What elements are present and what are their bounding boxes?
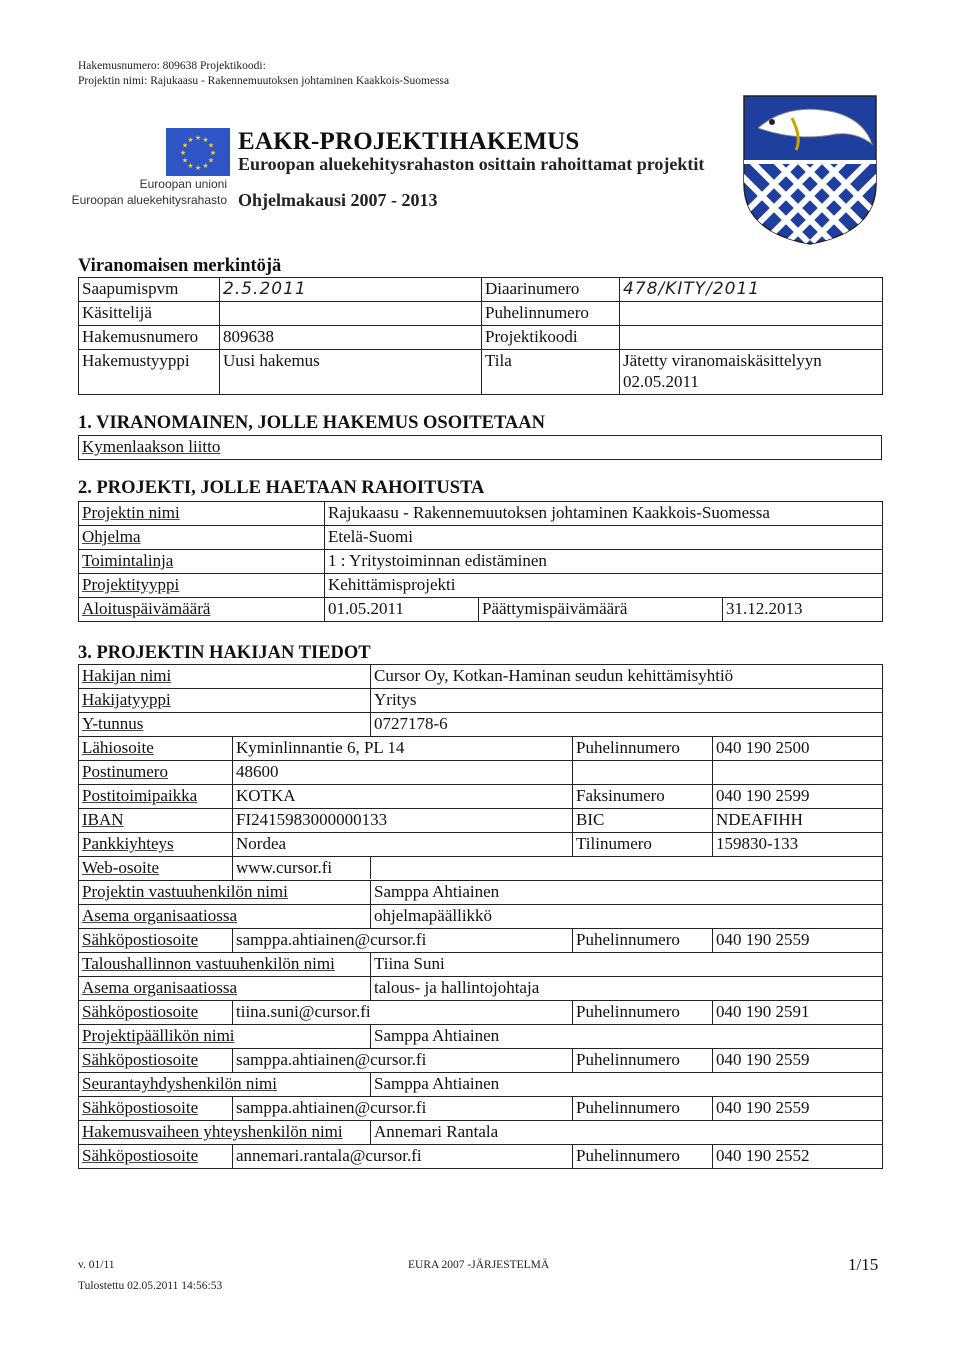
contact-field-label: Faksinumero — [573, 785, 713, 809]
address-field-value: FI2415983000000133 — [233, 809, 573, 833]
application-type-value: Uusi hakemus — [220, 350, 482, 395]
section1-heading: 1. VIRANOMAINEN, JOLLE HAKEMUS OSOITETAAN — [78, 413, 546, 433]
table-row — [79, 574, 883, 598]
table-row — [79, 905, 883, 929]
section3-table — [78, 664, 883, 1169]
applicant-field-value: 0727178-6 — [371, 713, 883, 737]
project-name-label: Projektin nimi — [79, 502, 325, 526]
contact-email-label: Sähköpostiosoite — [79, 1145, 233, 1169]
status-value: Jätetty viranomaiskäsittelyyn 02.05.2011 — [620, 350, 883, 395]
table-row — [79, 278, 883, 302]
eu-star-icon: ★ — [181, 156, 189, 165]
phone-label: Puhelinnumero — [482, 302, 620, 326]
eu-flag-icon — [166, 128, 230, 176]
handler-value — [220, 302, 482, 326]
table-row — [79, 302, 883, 326]
diary-number-label: Diaarinumero — [482, 278, 620, 302]
table-row — [79, 1121, 883, 1145]
section2-heading: 2. PROJEKTI, JOLLE HAETAAN RAHOITUSTA — [78, 478, 485, 498]
authority-name-value: Kymenlaakson liitto — [79, 436, 882, 460]
contact-field-value: 040 190 2599 — [713, 785, 883, 809]
contact-email-value: tiina.suni@cursor.fi — [233, 1001, 573, 1025]
contact-email-value: samppa.ahtiainen@cursor.fi — [233, 1049, 573, 1073]
contact-field-label: Tilinumero — [573, 833, 713, 857]
priority-axis-label: Toimintalinja — [79, 550, 325, 574]
eu-star-icon: ★ — [209, 149, 217, 157]
contact-field-label: Puhelinnumero — [573, 737, 713, 761]
footer-printed: Tulostettu 02.05.2011 14:56:53 — [78, 1280, 223, 1292]
table-row — [79, 350, 883, 395]
contact-phone-value: 040 190 2559 — [713, 929, 883, 953]
contact-email-label: Sähköpostiosoite — [79, 1001, 233, 1025]
contact-email-label: Sähköpostiosoite — [79, 929, 233, 953]
table-row — [79, 1097, 883, 1121]
contact-role-label: Asema organisaatiossa — [79, 977, 371, 1001]
table-row — [79, 526, 883, 550]
application-number-label: Hakemusnumero — [79, 326, 220, 350]
applicant-field-value: Yritys — [371, 689, 883, 713]
table-row — [79, 713, 883, 737]
section3-heading: 3. PROJEKTIN HAKIJAN TIEDOT — [78, 643, 371, 663]
address-field-label: IBAN — [79, 809, 233, 833]
table-row — [79, 809, 883, 833]
section2-table — [78, 501, 883, 622]
contact-phone-value: 040 190 2559 — [713, 1097, 883, 1121]
diary-number-value: 478/KITY/2011 — [620, 278, 883, 302]
web-address-label: Web-osoite — [79, 857, 233, 881]
table-row — [79, 1001, 883, 1025]
table-row — [79, 1073, 883, 1097]
table-row — [79, 881, 883, 905]
table-row — [79, 598, 883, 622]
table-row — [79, 1145, 883, 1169]
contact-name-label: Projektipäällikön nimi — [79, 1025, 371, 1049]
eu-star-icon: ★ — [202, 161, 209, 170]
end-date-label: Päättymispäivämäärä — [479, 598, 723, 622]
applicant-field-label: Hakijatyyppi — [79, 689, 371, 713]
eu-star-icon: ★ — [202, 136, 209, 145]
table-row — [79, 689, 883, 713]
end-date-value: 31.12.2013 — [723, 598, 883, 622]
eu-star-icon: ★ — [194, 164, 202, 172]
table-row — [79, 929, 883, 953]
contact-email-label: Sähköpostiosoite — [79, 1049, 233, 1073]
received-date-label: Saapumispvm — [79, 278, 220, 302]
address-field-label: Postinumero — [79, 761, 233, 785]
table-row — [79, 977, 883, 1001]
section1-table — [78, 435, 882, 460]
program-label: Ohjelma — [79, 526, 325, 550]
table-row — [79, 665, 883, 689]
project-code-value — [620, 326, 883, 350]
contact-field-value: 040 190 2500 — [713, 737, 883, 761]
contact-role-label: Asema organisaatiossa — [79, 905, 371, 929]
authority-table — [78, 277, 883, 395]
contact-phone-value: 040 190 2559 — [713, 1049, 883, 1073]
priority-axis-value: 1 : Yritystoiminnan edistäminen — [325, 550, 883, 574]
form-title: EAKR-PROJEKTIHAKEMUS — [238, 128, 580, 155]
handler-label: Käsittelijä — [79, 302, 220, 326]
table-row — [79, 737, 883, 761]
table-row — [79, 326, 883, 350]
contact-phone-label: Puhelinnumero — [573, 1145, 713, 1169]
table-row — [79, 833, 883, 857]
address-field-value: Nordea — [233, 833, 573, 857]
contact-email-label: Sähköpostiosoite — [79, 1097, 233, 1121]
start-date-value: 01.05.2011 — [325, 598, 479, 622]
start-date-label: Aloituspäivämäärä — [79, 598, 325, 622]
web-address-value: www.cursor.fi — [233, 857, 883, 881]
eu-star-icon: ★ — [187, 136, 194, 145]
contact-phone-value: 040 190 2552 — [713, 1145, 883, 1169]
contact-name-value: Samppa Ahtiainen — [371, 1025, 883, 1049]
table-row — [79, 502, 883, 526]
address-field-value: 48600 — [233, 761, 573, 785]
contact-email-value: annemari.rantala@cursor.fi — [233, 1145, 573, 1169]
application-number-value: 809638 — [220, 326, 482, 350]
table-row — [79, 785, 883, 809]
contact-name-value: Tiina Suni — [371, 953, 883, 977]
contact-name-label: Hakemusvaiheen yhteyshenkilön nimi — [79, 1121, 371, 1145]
contact-field-value: NDEAFIHH — [713, 809, 883, 833]
eu-star-icon: ★ — [181, 141, 189, 150]
contact-phone-label: Puhelinnumero — [573, 929, 713, 953]
contact-name-label: Projektin vastuuhenkilön nimi — [79, 881, 371, 905]
address-field-label: Lähiosoite — [79, 737, 233, 761]
project-name-value: Rajukaasu - Rakennemuutoksen johtaminen Kaakkois-Suomessa — [325, 502, 883, 526]
contact-phone-label: Puhelinnumero — [573, 1097, 713, 1121]
status-label: Tila — [482, 350, 620, 395]
contact-email-value: samppa.ahtiainen@cursor.fi — [233, 1097, 573, 1121]
contact-field-label — [573, 761, 713, 785]
contact-name-label: Seurantayhdyshenkilön nimi — [79, 1073, 371, 1097]
footer-version: v. 01/11 — [78, 1259, 115, 1271]
address-field-label: Pankkiyhteys — [79, 833, 233, 857]
table-row — [79, 1049, 883, 1073]
address-field-value: Kyminlinnantie 6, PL 14 — [233, 737, 573, 761]
program-period: Ohjelmakausi 2007 - 2013 — [238, 190, 438, 210]
eu-star-icon: ★ — [179, 149, 187, 157]
coat-of-arms-icon — [738, 92, 882, 246]
contact-name-label: Taloushallinnon vastuuhenkilön nimi — [79, 953, 371, 977]
contact-role-value: talous- ja hallintojohtaja — [371, 977, 883, 1001]
eu-caption-union: Euroopan unioni — [139, 177, 227, 191]
header-application-line: Hakemusnumero: 809638 Projektikoodi: — [78, 60, 266, 72]
contact-field-label: BIC — [573, 809, 713, 833]
contact-name-value: Samppa Ahtiainen — [371, 1073, 883, 1097]
application-type-label: Hakemustyyppi — [79, 350, 220, 395]
table-row — [79, 550, 883, 574]
eu-caption-fund: Euroopan aluekehitysrahasto — [71, 193, 227, 207]
authority-heading: Viranomaisen merkintöjä — [78, 256, 282, 276]
contact-email-value: samppa.ahtiainen@cursor.fi — [233, 929, 573, 953]
table-row — [79, 436, 882, 460]
contact-name-value: Annemari Rantala — [371, 1121, 883, 1145]
contact-name-value: Samppa Ahtiainen — [371, 881, 883, 905]
page-number: 1/15 — [848, 1255, 879, 1274]
table-row — [79, 857, 883, 881]
contact-field-value: 159830-133 — [713, 833, 883, 857]
footer-system: EURA 2007 -JÄRJESTELMÄ — [408, 1259, 550, 1271]
project-type-label: Projektityyppi — [79, 574, 325, 598]
eu-star-icon: ★ — [187, 161, 194, 170]
received-date-value: 2.5.2011 — [220, 278, 482, 302]
phone-value — [620, 302, 883, 326]
applicant-field-label: Hakijan nimi — [79, 665, 371, 689]
eu-star-icon: ★ — [194, 134, 202, 142]
eu-star-icon: ★ — [207, 156, 215, 165]
project-type-value: Kehittämisprojekti — [325, 574, 883, 598]
eu-star-icon: ★ — [207, 141, 215, 150]
table-row — [79, 1025, 883, 1049]
program-value: Etelä-Suomi — [325, 526, 883, 550]
header-project-name-line: Projektin nimi: Rajukaasu - Rakennemuutoksen johtaminen Kaakkois-Suomessa — [78, 75, 450, 87]
project-code-label: Projektikoodi — [482, 326, 620, 350]
table-row — [79, 953, 883, 977]
form-subtitle: Euroopan aluekehitysrahaston osittain rahoittamat projektit — [238, 154, 705, 174]
contact-phone-label: Puhelinnumero — [573, 1049, 713, 1073]
applicant-field-label: Y-tunnus — [79, 713, 371, 737]
contact-field-value — [713, 761, 883, 785]
address-field-value: KOTKA — [233, 785, 573, 809]
contact-phone-label: Puhelinnumero — [573, 1001, 713, 1025]
address-field-label: Postitoimipaikka — [79, 785, 233, 809]
contact-role-value: ohjelmapäällikkö — [371, 905, 883, 929]
table-row — [79, 761, 883, 785]
applicant-field-value: Cursor Oy, Kotkan-Haminan seudun kehittämisyhtiö — [371, 665, 883, 689]
contact-phone-value: 040 190 2591 — [713, 1001, 883, 1025]
